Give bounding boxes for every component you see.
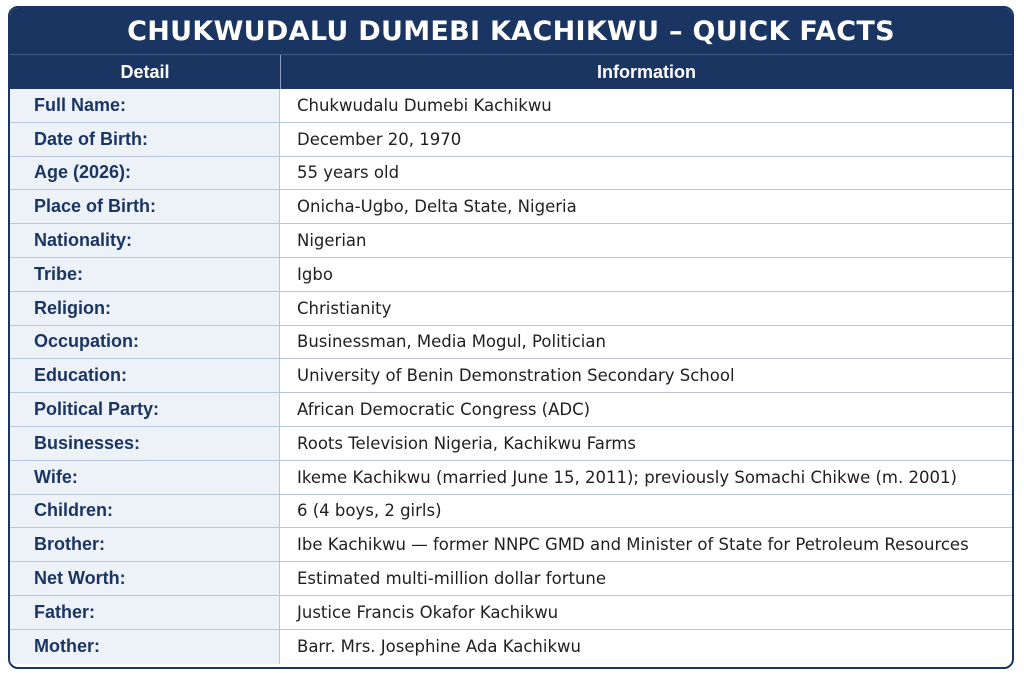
table-row — [10, 224, 1012, 258]
fact-value: Roots Television Nigeria, Kachikwu Farms — [297, 433, 636, 453]
fact-label: Education: — [10, 359, 280, 392]
fact-label: Full Name: — [10, 89, 280, 122]
fact-value: December 20, 1970 — [297, 129, 462, 149]
table-row — [10, 123, 1012, 157]
fact-label: Place of Birth: — [10, 190, 280, 223]
table-row — [10, 427, 1012, 461]
table-row — [10, 393, 1012, 427]
table-row — [10, 157, 1012, 191]
table-row — [10, 292, 1012, 326]
fact-label: Mother: — [10, 630, 280, 664]
fact-label: Occupation: — [10, 326, 280, 359]
table-header — [10, 54, 1012, 89]
table-row — [10, 630, 1012, 664]
fact-label: Tribe: — [10, 258, 280, 291]
fact-label: Businesses: — [10, 427, 280, 460]
fact-label: Religion: — [10, 292, 280, 325]
fact-label: Nationality: — [10, 224, 280, 257]
table-row — [10, 359, 1012, 393]
fact-value: Igbo — [297, 264, 333, 284]
table-row — [10, 89, 1012, 123]
table-row — [10, 258, 1012, 292]
fact-value: Businessman, Media Mogul, Politician — [297, 332, 606, 352]
fact-value: Onicha-Ugbo, Delta State, Nigeria — [297, 197, 577, 217]
table-row — [10, 562, 1012, 596]
fact-label: Net Worth: — [10, 562, 280, 595]
fact-value: University of Benin Demonstration Secondary School — [297, 366, 735, 386]
fact-value: Estimated multi-million dollar fortune — [297, 569, 607, 589]
fact-value: Ibe Kachikwu — former NNPC GMD and Minister of State for Petroleum Resources — [297, 535, 969, 555]
table-row — [10, 495, 1012, 529]
fact-value: Christianity — [297, 298, 392, 318]
fact-value: 55 years old — [297, 163, 400, 183]
table-row — [10, 528, 1012, 562]
fact-value: Ikeme Kachikwu (married June 15, 2011); previously Somachi Chikwe (m. 2001) — [297, 467, 957, 487]
table-row — [10, 326, 1012, 360]
fact-value: Barr. Mrs. Josephine Ada Kachikwu — [297, 637, 581, 657]
table-row — [10, 596, 1012, 630]
quick-facts-card — [8, 6, 1014, 669]
fact-label: Father: — [10, 596, 280, 629]
fact-value: Nigerian — [297, 231, 367, 251]
column-header-information: Information — [597, 61, 696, 82]
fact-label: Date of Birth: — [10, 123, 280, 156]
fact-label: Children: — [10, 495, 280, 528]
fact-value: African Democratic Congress (ADC) — [297, 400, 591, 420]
fact-label: Brother: — [10, 528, 280, 561]
table-row — [10, 190, 1012, 224]
fact-value: Chukwudalu Dumebi Kachikwu — [297, 95, 552, 115]
fact-label: Wife: — [10, 461, 280, 494]
fact-value: 6 (4 boys, 2 girls) — [297, 501, 442, 521]
table-row — [10, 461, 1012, 495]
page-title: CHUKWUDALU DUMEBI KACHIKWU – QUICK FACTS — [10, 8, 1012, 54]
column-header-detail: Detail — [10, 55, 281, 89]
fact-label: Age (2026): — [10, 157, 280, 190]
fact-label: Political Party: — [10, 393, 280, 426]
facts-table-body — [10, 89, 1012, 664]
fact-value: Justice Francis Okafor Kachikwu — [297, 602, 559, 622]
